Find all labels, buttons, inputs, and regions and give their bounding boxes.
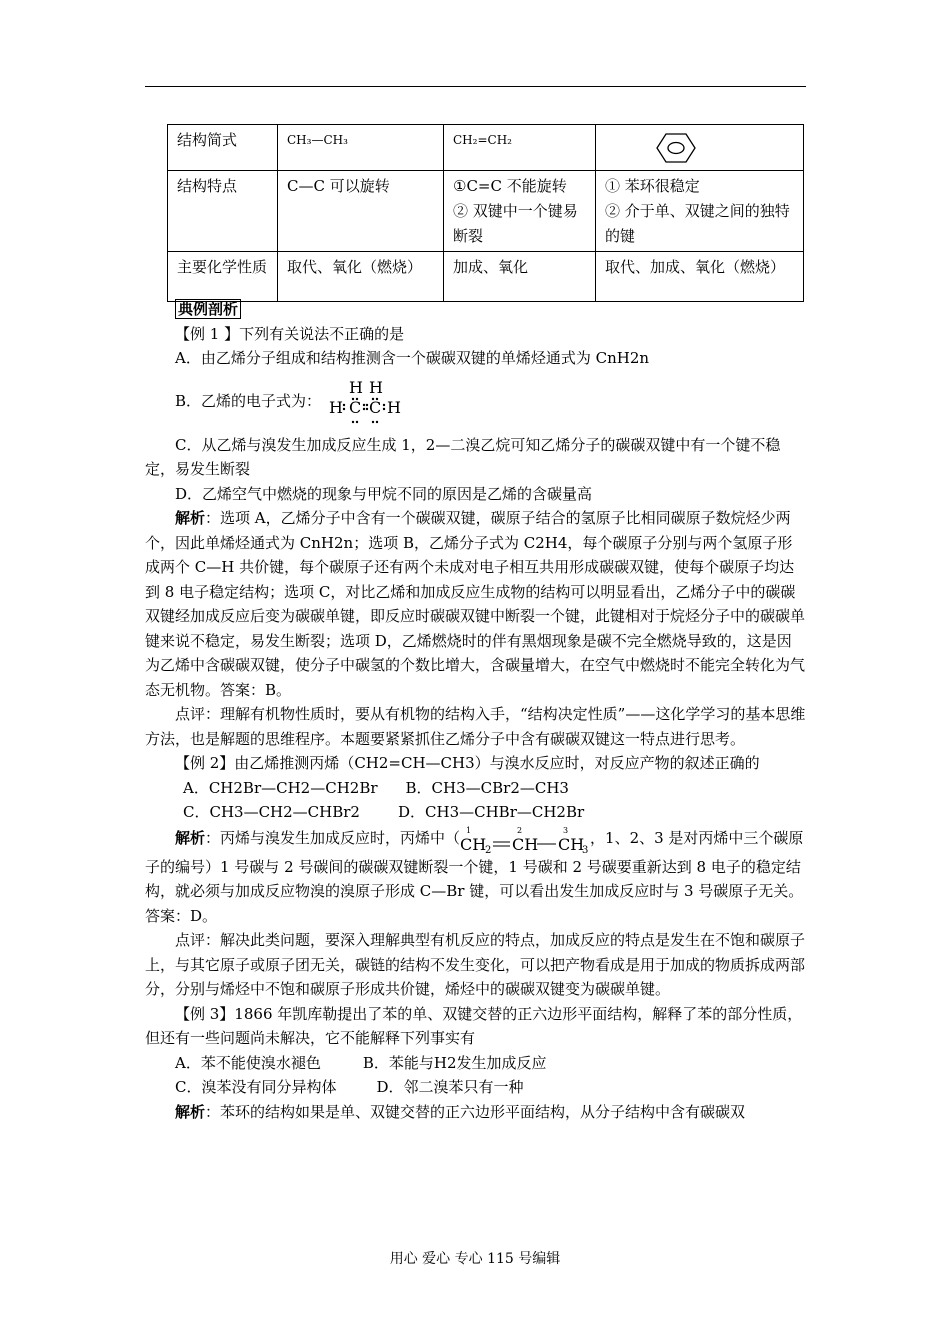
option-c: C．溴苯没有同分异构体 (175, 1078, 337, 1096)
header-rule (145, 86, 806, 87)
ethylene-formula: CH₂=CH₂ (444, 125, 596, 171)
example-1-option-c: C．从乙烯与溴发生加成反应生成 1，2—二溴乙烷可知乙烯分子的碳碳双键中有一个键不稳定，易发生断裂 (145, 435, 781, 478)
document-body (145, 297, 806, 1124)
example-1-comment: 点评：理解有机物性质时，要从有机物的结构入手，“结构决定性质”——这化学学习的基本思维方法，也是解题的思维程序。本题要紧紧抓住乙烯分子中含有碳碳双键这一特点进行思考。 (145, 705, 806, 748)
cell-line: ① 苯环很稳定 (605, 177, 700, 195)
analysis-text-cont: ，1、2、3 是对丙烯中三个碳原子的编号）1 号碳与 2 号碳间的碳碳双键断裂一个键，1 号碳和 2 号碳要重新达到 8 电子的稳定结构，就必须与加成反应物溴的溴原子形成 C—Br 键，可以看出发生加成反应时与 3 号碳原子无关。答案：D。 (145, 828, 804, 925)
svg-text:CH: CH (558, 834, 585, 854)
option-c: C．CH3—CH2—CHBr2 (183, 803, 360, 821)
option-b-label: B．乙烯的电子式为： (175, 392, 322, 411)
example-1-option-a: A．由乙烯分子组成和结构推测含一个碳碳双键的单烯烃通式为 CnH2n (175, 349, 650, 367)
example-1-question: 【例 1 】下列有关说法不正确的是 (175, 324, 405, 343)
row-label: 结构简式 (168, 125, 278, 171)
ethane-formula: CH₃—CH₃ (278, 125, 444, 171)
cell-line: ①C=C 不能旋转 (453, 177, 567, 195)
example-1-option-b (175, 371, 806, 433)
svg-text:H: H (369, 377, 383, 397)
svg-text:1: 1 (466, 825, 472, 835)
analysis-text: ：选项 A，乙烯分子中含有一个碳碳双键，碳原子结合的氢原子比相同碳原子数烷烃少两个，因此单烯烃通式为 CnH2n；选项 B，乙烯分子式为 C2H4，每个碳原子分别与两个氢原子形成两个 C—H 共价键，每个碳原子还有两个未成对电子相互共用形成碳碳双键，使每个碳原子均达到 8 电子稳定结构；选项 C，对比乙烯和加成反应生成物的结构可以明显看出，乙烯分子中的碳碳双键经加成反应后变为碳碳单键，即反应时碳碳双键中断裂一个键，此键相对于烷烃分子中的碳碳单键来说不稳定，易发生断裂；选项 D，乙烯燃烧时的伴有黑烟现象是碳不完全燃烧导致的，这是因为乙烯中含碳碳双键，使分子中碳氢的个数比增大，含碳量增大，在空气中燃烧时不能完全转化为气态无机物。答案：B。 (145, 509, 806, 699)
row-label: 主要化学性质 (168, 252, 278, 302)
cell (596, 171, 804, 252)
row-label: 结构特点 (168, 171, 278, 252)
analysis-label: 解析 (175, 1102, 206, 1121)
cell: 加成、氧化 (444, 252, 596, 302)
cell: 取代、加成、氧化（燃烧） (596, 252, 804, 302)
propene-numbered-structure (460, 825, 590, 855)
benzene-cell (596, 125, 804, 171)
example-2-comment: 点评：解决此类问题，要深入理解典型有机反应的特点，加成反应的特点是发生在不饱和碳原子上，与其它原子或原子团无关，碳链的结构不发生变化，可以把产物看成是用于加成的物质拆成两部分，分别与烯烃中不饱和碳原子形成共价键，烯烃中的碳碳双键变为碳碳单键。 (145, 931, 806, 998)
example-2-options-cd (145, 800, 806, 825)
cell: 取代、氧化（燃烧） (278, 252, 444, 302)
example-2-analysis (145, 825, 806, 929)
svg-text:H: H (349, 377, 363, 397)
svg-text:C: C (349, 397, 362, 417)
example-2-question: 【例 2】由乙烯推测丙烯（CH2=CH—CH3）与溴水反应时，对反应产物的叙述正确的 (175, 754, 760, 772)
svg-text:CH: CH (460, 834, 487, 854)
table-row (168, 125, 804, 171)
svg-text:2: 2 (517, 825, 523, 835)
analysis-text: ：苯环的结构如果是单、双键交替的正六边形平面结构，从分子结构中含有碳碳双 (205, 1102, 746, 1121)
option-d: D．CH3—CHBr—CH2Br (397, 803, 585, 821)
section-heading: 典例剖析 (175, 299, 241, 319)
analysis-text: ：丙烯与溴发生加成反应时，丙烯中（ (205, 828, 461, 847)
example-3-question: 【例 3】1866 年凯库勒提出了苯的单、双键交替的正六边形平面结构，解释了苯的部分性质，但还有一些问题尚未解决，它不能解释下列事实有 (145, 1004, 803, 1047)
example-3-options-cd (145, 1075, 806, 1100)
option-b: B．苯能与H2发生加成反应 (362, 1053, 547, 1072)
benzene-ring-icon (655, 132, 697, 164)
svg-text:C: C (369, 397, 382, 417)
svg-text:2: 2 (485, 844, 492, 855)
example-3-analysis (145, 1100, 806, 1125)
table-row (168, 171, 804, 252)
cell: C—C 可以旋转 (278, 171, 444, 252)
example-1-option-d: D．乙烯空气中燃烧的现象与甲烷不同的原因是乙烯的含碳量高 (175, 484, 593, 503)
ethylene-electron-formula (327, 375, 403, 429)
svg-text:H: H (387, 397, 401, 417)
svg-text:H: H (329, 397, 343, 417)
option-d: D．邻二溴苯只有一种 (376, 1078, 524, 1096)
page-footer: 用心 爱心 专心 115 号编辑 (389, 1251, 561, 1267)
option-a: A．CH2Br—CH2—CH2Br (183, 778, 378, 797)
example-3-options-ab (145, 1051, 806, 1076)
example-2-options-ab (145, 776, 806, 801)
option-a: A．苯不能使溴水褪色 (175, 1053, 321, 1072)
cell-line: ② 介于单、双键之间的独特的键 (605, 202, 790, 245)
svg-text:CH: CH (512, 834, 539, 854)
analysis-label: 解析 (175, 828, 206, 847)
svg-text:3: 3 (582, 844, 589, 855)
comparison-table (167, 124, 804, 302)
cell-line: ② 双键中一个键易断裂 (453, 202, 578, 245)
cell (444, 171, 596, 252)
svg-text:3: 3 (563, 825, 569, 835)
option-b: B．CH3—CBr2—CH3 (405, 778, 569, 797)
analysis-label: 解析 (175, 509, 206, 527)
table-row (168, 252, 804, 302)
example-1-analysis (145, 506, 806, 702)
